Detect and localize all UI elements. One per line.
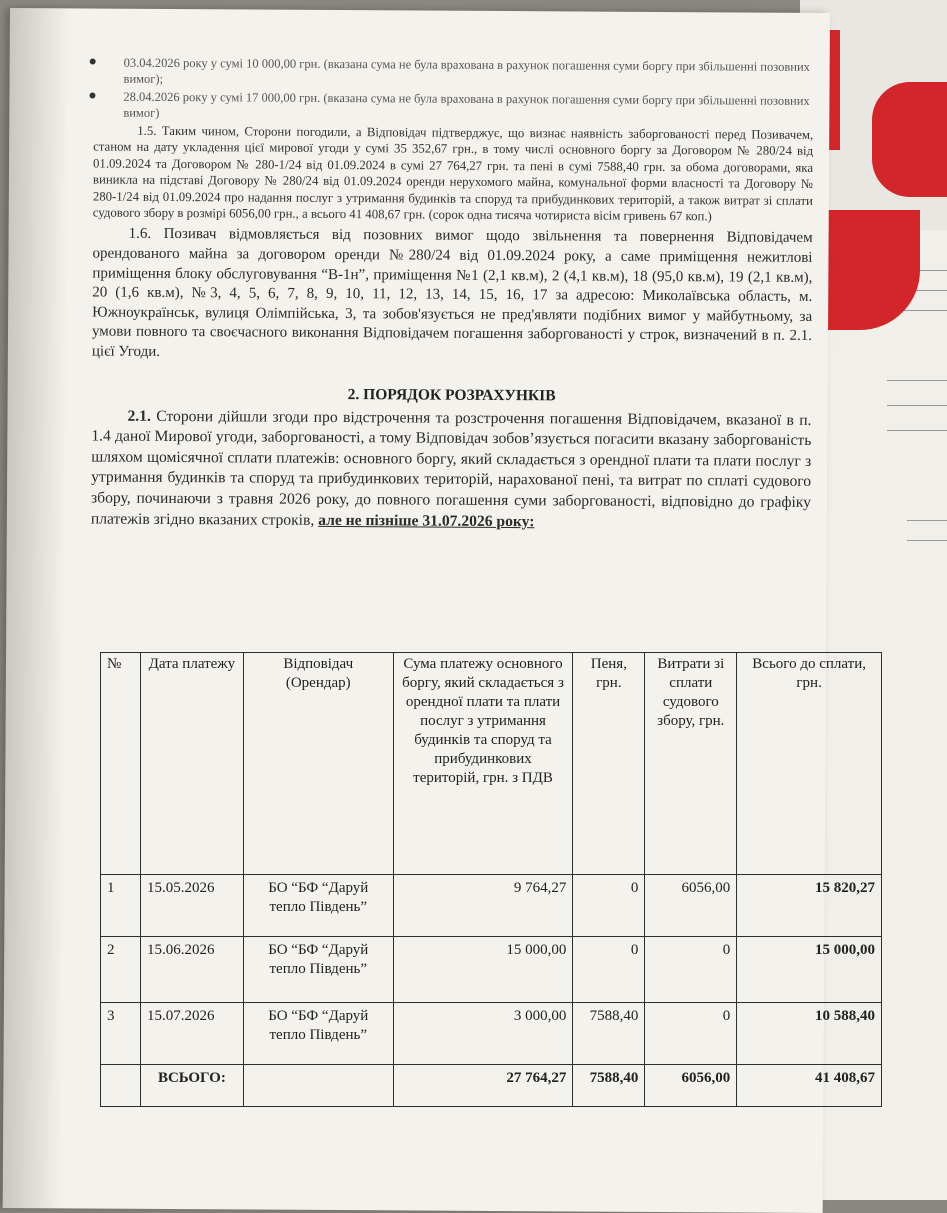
- ruled-line: [887, 380, 947, 381]
- row-number: [101, 1065, 141, 1107]
- page-shadow: [3, 8, 70, 1208]
- penalty-amount: 0: [573, 875, 645, 937]
- payment-date: 15.06.2026: [140, 937, 243, 1003]
- clause-text: Сторони дійшли згоди про відстрочення та розстрочення погашення Відповідачем, вказаної в п. 1.4 даної Мирової угоди, заборгованості, а тому Відповідач зобов’язується погасити вказану заборгованість шляхом щомісячної сплати платежів: основного боргу, який складається з орендної плати та плати послуг з утримання будинків та споруд та прибудинкових територій, нарахованої пені, та витрат по сплаті судового збору, починаючи з травня 2026 року, до повного погашення суми заборгованості, відповідно до графіку платежів згідно вказаних строків,: [90, 407, 812, 529]
- grand-total: 41 408,67: [737, 1065, 882, 1107]
- total-amount: 10 588,40: [737, 1003, 882, 1065]
- payer-name: [243, 1065, 393, 1107]
- payment-schedule-table: [100, 652, 882, 1107]
- clause-1-5: 1.5. Таким чином, Сторони погодили, а Відповідач підтверджує, що визнає наявність заборгованості перед Позивачем, станом на дату укладення цієї мирової угоди у сумі 35 352,67 грн., в тому числі основного боргу за Договором № 280/24 від 01.09.2024 та Договором № 280-1/24 від 01.09.2024 в сумі 27 764,27 грн. та пені в сумі 7588,40 грн. за обома договорами, яка виникла на підставі Договору № 280/24 від 01.09.2024 оренди нерухомого майна, комунальної форми власності та Договору № 280-1/24 від 01.09.2024 про надання послуг з утримання будинків та споруд та прибудинкових територій, а також витрат зі сплати судового збору в розмірі 6056,00 грн., а всього 41 408,67 грн. (сорок одна тисяча чотириста вісім гривень 67 коп.): [92, 123, 814, 224]
- table-row: [101, 875, 882, 937]
- table-row: [101, 937, 882, 1003]
- table-total-row: [101, 1065, 882, 1107]
- document-body: [91, 55, 814, 535]
- payment-bullet: [94, 55, 814, 91]
- principal-total: 27 764,27: [393, 1065, 573, 1107]
- ruled-line: [907, 520, 947, 521]
- payment-bullet: [93, 89, 813, 125]
- principal-amount: 3 000,00: [393, 1003, 573, 1065]
- payer-name: БО “БФ “Даруй тепло Південь”: [243, 875, 393, 937]
- court-fee-total: 6056,00: [645, 1065, 737, 1107]
- deadline-text: але не пізніше 31.07.2026 року:: [318, 511, 535, 530]
- penalty-total: 7588,40: [573, 1065, 645, 1107]
- column-header: №: [101, 653, 141, 875]
- payer-name: БО “БФ “Даруй тепло Південь”: [243, 937, 393, 1003]
- principal-amount: 9 764,27: [393, 875, 573, 937]
- table-header-row: [101, 653, 882, 875]
- bullet-dot: [89, 92, 95, 98]
- penalty-amount: 7588,40: [573, 1003, 645, 1065]
- bullet-text: 28.04.2026 року у сумі 17 000,00 грн. (вказана сума не була врахована в рахунок погашення суми боргу при збільшенні позовних вимог): [123, 89, 810, 120]
- court-fee-amount: 6056,00: [645, 875, 737, 937]
- clause-1-6: 1.6. Позивач відмовляється від позовних вимог щодо звільнення та повернення Відповідачем орендованого майна за договором оренди №280/24 від 01.09.2024 року, а саме приміщення нежитлові приміщення блоку обслуговування “В-1н”, приміщення №1 (2,1 кв.м), 2 (4,1 кв.м), 18 (95,0 кв.м), 19 (2,1 кв.м), 20 (1,6 кв.м), №3, 4, 5, 6, 7, 8, 9, 10, 11, 12, 13, 14, 15, 16, 17 за адресою: Миколаївська область, м. Южноукраїнськ, вулиця Олімпійська, 3, та зобов'язується не пред'являти подібних вимог у майбутньому, за умови повного та своєчасного виконання Відповідачем погашення заборгованості у строк, визначений в п. 2.1. цієї Угоди.: [91, 226, 813, 360]
- principal-amount: 15 000,00: [393, 937, 573, 1003]
- total-label: ВСЬОГО:: [140, 1065, 243, 1107]
- row-number: 2: [101, 937, 141, 1003]
- payment-date: 15.07.2026: [140, 1003, 243, 1065]
- total-amount: 15 820,27: [737, 875, 882, 937]
- court-fee-amount: 0: [645, 937, 737, 1003]
- column-header: Сума платежу основного боргу, який складається з орендної плати та плати послуг з утримання будинків та споруд та прибудинкових територій, грн. з ПДВ: [393, 653, 573, 875]
- bullet-text: 03.04.2026 року у сумі 10 000,00 грн. (вказана сума не була врахована в рахунок погашення суми боргу при збільшенні позовних вимог);: [123, 55, 810, 86]
- column-header: Дата платежу: [140, 653, 243, 875]
- payer-name: БО “БФ “Даруй тепло Південь”: [243, 1003, 393, 1065]
- clause-2-1: [91, 406, 812, 534]
- column-header: Відповідач (Орендар): [243, 653, 393, 875]
- column-header: Витрати зі сплати судового збору, грн.: [645, 653, 737, 875]
- column-header: Пеня, грн.: [573, 653, 645, 875]
- clause-number: 2.1.: [127, 407, 151, 425]
- row-number: 3: [101, 1003, 141, 1065]
- row-number: 1: [101, 875, 141, 937]
- column-header: Всього до сплати, грн.: [737, 653, 882, 875]
- total-amount: 15 000,00: [737, 937, 882, 1003]
- bullet-dot: [90, 58, 96, 64]
- table-row: [101, 1003, 882, 1065]
- ruled-line: [887, 430, 947, 431]
- section-title: 2. ПОРЯДОК РОЗРАХУНКІВ: [347, 385, 556, 404]
- ruled-line: [887, 405, 947, 406]
- penalty-amount: 0: [573, 937, 645, 1003]
- red-decor-shape: [872, 82, 947, 197]
- ruled-line: [907, 540, 947, 541]
- payment-date: 15.05.2026: [140, 875, 243, 937]
- court-fee-amount: 0: [645, 1003, 737, 1065]
